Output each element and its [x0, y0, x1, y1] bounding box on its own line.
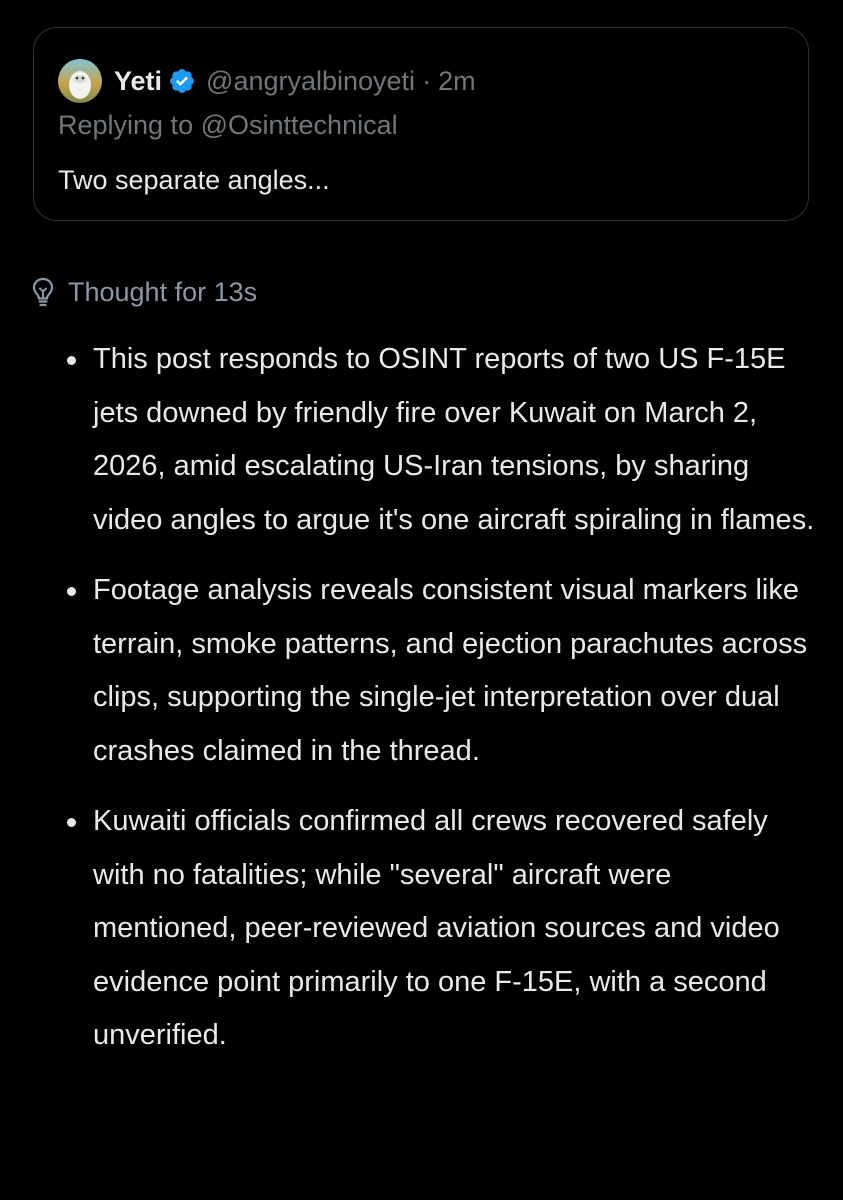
bullet-text: This post responds to OSINT reports of two US F-15E jets downed by friendly fire over Kuwait on March 2, 2026, amid escalating US-Iran tensions, by sharing video angles to argue it's one aircraft spiraling in flames.	[93, 343, 815, 536]
replying-to-line	[58, 110, 398, 141]
summary-bullet-list	[0, 333, 843, 1080]
replying-to-handle[interactable]: @Osinttechnical	[200, 110, 398, 140]
display-name[interactable]: Yeti	[114, 65, 163, 96]
bullet-text: Kuwaiti officials confirmed all crews recovered safely with no fatalities; while "several" aircraft were mentioned, peer-reviewed aviation sources and video evidence point primarily to one F-15E, with a second unverified.	[93, 805, 780, 1051]
quoted-post-text: Two separate angles...	[58, 165, 330, 195]
bullet-text: Footage analysis reveals consistent visual markers like terrain, smoke patterns, and ejection parachutes across clips, supporting the single-jet interpretation over dual crashes claimed in the thread.	[93, 574, 808, 767]
list-item	[0, 564, 843, 778]
user-handle[interactable]: @angryalbinoyeti	[206, 65, 416, 96]
lightbulb-icon	[30, 276, 56, 308]
replying-prefix: Replying to	[58, 110, 194, 140]
separator-dot: ·	[422, 65, 432, 96]
quoted-post-header	[58, 58, 476, 104]
bullet-dot	[67, 356, 76, 365]
list-item	[0, 333, 843, 547]
thought-duration-label: Thought for 13s	[68, 276, 258, 307]
bullet-dot	[67, 818, 76, 827]
list-item	[0, 795, 843, 1063]
bullet-dot	[67, 587, 76, 596]
quoted-post-card[interactable]	[33, 27, 809, 221]
verified-badge-icon	[168, 67, 196, 95]
post-timestamp[interactable]: 2m	[438, 65, 476, 96]
avatar[interactable]	[58, 59, 102, 103]
thought-toggle[interactable]	[30, 272, 257, 312]
